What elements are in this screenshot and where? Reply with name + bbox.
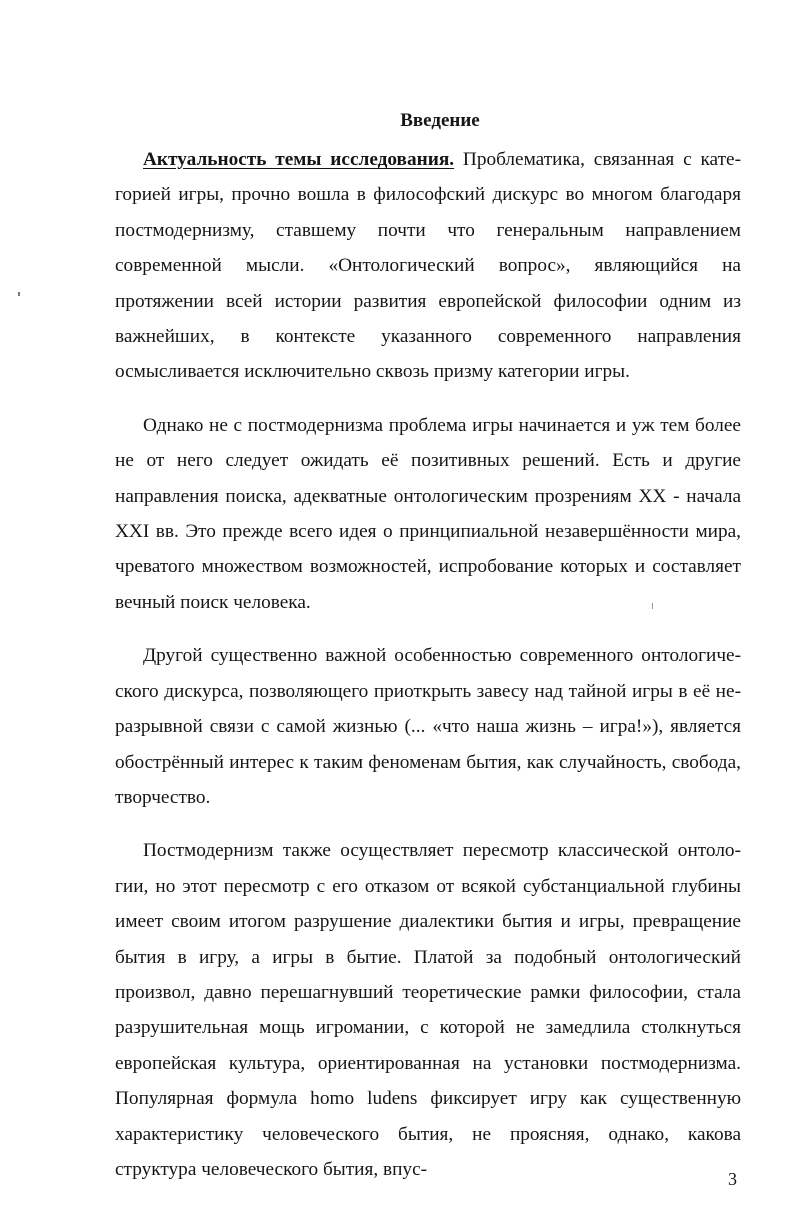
page-title: Введение	[400, 110, 480, 131]
section-heading: Актуальность темы исследования.	[143, 149, 455, 170]
paragraph-4: Постмодернизм также осуществляет пересмотр классической онтологии, но этот пересмотр с его отказом от всякой субстанциальной глубины имеет своим итогом разрушение диалектики бытия и игры, превращение бытия в игру, а игры в бытие. Платой за подобный онтологический произвол, давно перешагнувший теоретические рамки философии, стала разрушительная мощь игромании, с которой не замедлила столкнуться европейская культура, ориентированная на установки постмодернизма. Популярная формула homo ludens фиксирует игру как существенную характеристику человеческого бытия, не проясняя, однако, какова структура человеческого бытия, впус-	[115, 840, 741, 1180]
page-number: 3	[728, 1169, 737, 1189]
body-text	[115, 142, 741, 1205]
scan-speck	[18, 292, 20, 296]
paragraph-1	[115, 142, 741, 390]
paragraph-3: Другой существенно важной особенностью современного онтологического дискурса, позволяющего приоткрыть завесу над тайной игры в её неразрывной связи с самой жизнью (... «что наша жизнь – игра!»), является обострённый интерес к таким феноменам бытия, как случайность, свобода, творчество.	[115, 645, 741, 808]
paragraph-1-text: Проблематика, связанная с категорией игры, прочно вошла в философский дискурс во многом благодаря постмодернизму, ставшему почти что генеральным направлением современной мысли. «Онтологический вопрос», являющийся на протяжении всей истории развития европейской философии одним из важнейших, в контексте указанного современного направления осмысливается исключительно сквозь призму категории игры.	[115, 149, 742, 383]
paragraph-2: Однако не с постмодернизма проблема игры начинается и уж тем более не от него следует ожидать её позитивных решений. Есть и другие направления поиска, адекватные онтологическим прозрениям XX - начала XXI вв. Это прежде всего идея о принципиальной незавершённости мира, чреватого множеством возможностей, испробование которых и составляет вечный поиск человека.	[115, 414, 741, 613]
